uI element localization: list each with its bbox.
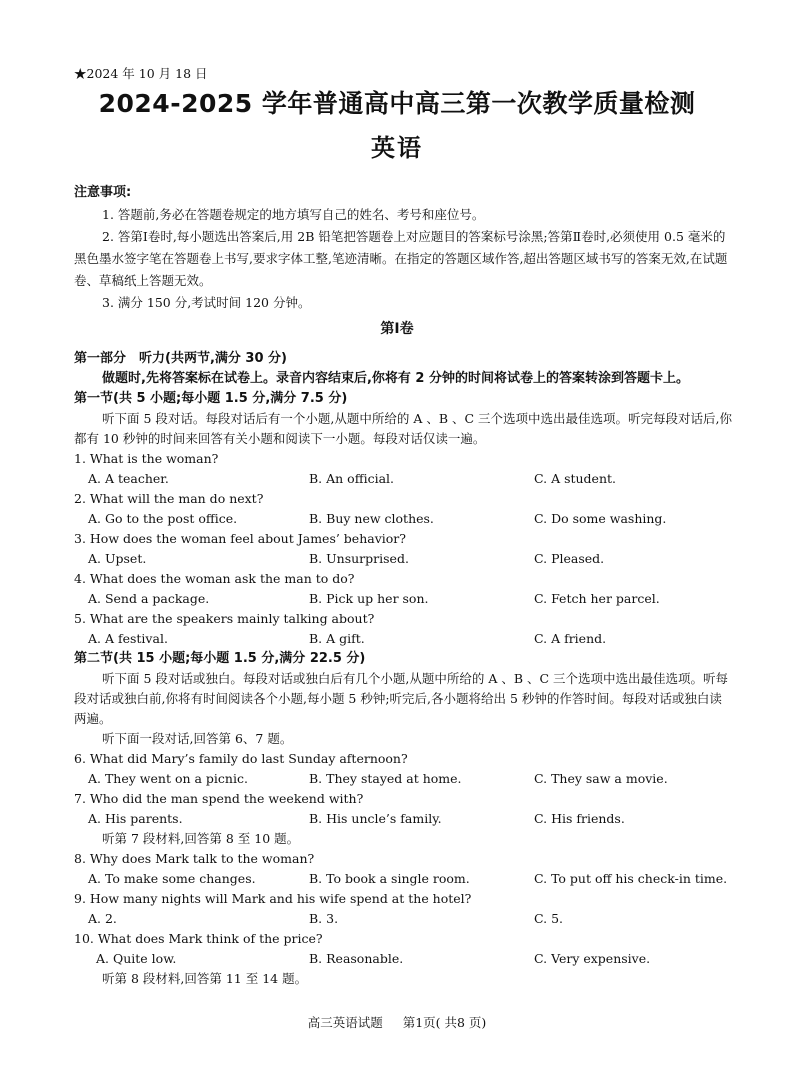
question-item [74,789,734,829]
option-b: B. An official. [309,471,395,486]
option-row [74,869,734,889]
note-item: 1. 答题前,务必在答题卷规定的地方填写自己的姓名、考号和座位号。 [102,207,485,222]
question-stem: 9. How many nights will Mark and his wife spend at the hotel? [74,891,472,906]
option-row [74,469,734,489]
option-c: C. They saw a movie. [534,771,668,786]
option-a: A. Send a package. [88,591,210,606]
question-stem: 3. How does the woman feel about James’ behavior? [74,531,406,546]
question-item [74,609,734,649]
question-item [74,849,734,889]
exam-date: ★2024 年 10 月 18 日 [74,66,208,81]
listening-content [74,349,734,989]
page-title: 2024-2025 学年普通高中高三第一次教学质量检测 [98,89,696,118]
question-stem: 4. What does the woman ask the man to do? [74,571,355,586]
question-stem: 10. What does Mark think of the price? [74,931,323,946]
question-item [74,889,734,929]
question-item [74,449,734,489]
question-item [74,569,734,609]
material-note: 听第 8 段材料,回答第 11 至 14 题。 [102,971,308,986]
volume-heading: 第Ⅰ卷 [380,321,414,337]
material-note: 听下面一段对话,回答第 6、7 题。 [102,731,293,746]
question-stem: 5. What are the speakers mainly talking about? [74,611,375,626]
question-stem: 1. What is the woman? [74,451,219,466]
part1-instruction: 做题时,先将答案标在试卷上。录音内容结束后,你将有 2 分钟的时间将试卷上的答案转涂到答题卡上。 [102,371,689,386]
option-a: A. To make some changes. [88,871,256,886]
question-stem: 7. Who did the man spend the weekend with? [74,791,364,806]
option-b: B. 3. [309,911,339,926]
notes-block [74,182,734,314]
option-row [74,549,734,569]
note-item: 2. 答第Ⅰ卷时,每小题选出答案后,用 2B 铅笔把答题卷上对应题目的答案标号涂黑;答第Ⅱ卷时,必须使用 0.5 毫米的黑色墨水签字笔在答题卷上书写,要求字体工整,笔迹清晰。在指定的答题区域作答,超出答题区域书写的答案无效,在试题卷、草稿纸上答题无效。 [74,229,728,288]
footer-page-number: 第1页( 共8 页) [402,1015,487,1030]
option-a: A. A teacher. [88,471,169,486]
option-a: A. 2. [88,911,117,926]
section1-heading: 第一节(共 5 小题;每小题 1.5 分,满分 7.5 分) [74,391,348,406]
option-row [74,509,734,529]
notes-heading: 注意事项: [74,185,132,200]
option-b: B. Unsurprised. [309,551,409,566]
option-a: A. A festival. [88,631,168,646]
option-b: B. To book a single room. [309,871,470,886]
section1-instruction: 听下面 5 段对话。每段对话后有一个小题,从题中所给的 A 、B 、C 三个选项中选出最佳选项。听完每段对话后,你都有 10 秒钟的时间来回答有关小题和阅读下一小题。每段对话仅读一遍。 [74,411,733,446]
option-b: B. Buy new clothes. [309,511,434,526]
option-b: B. A gift. [309,631,365,646]
option-c: C. Very expensive. [534,951,651,966]
option-c: C. Pleased. [534,551,605,566]
option-row [74,629,734,649]
option-row [74,949,734,969]
note-item: 3. 满分 150 分,考试时间 120 分钟。 [102,295,311,310]
section2-heading: 第二节(共 15 小题;每小题 1.5 分,满分 22.5 分) [74,651,366,666]
option-b: B. Pick up her son. [309,591,429,606]
option-a: A. They went on a picnic. [88,771,248,786]
material-note: 听第 7 段材料,回答第 8 至 10 题。 [102,831,300,846]
option-c: C. A friend. [534,631,607,646]
option-a: A. Go to the post office. [88,511,238,526]
option-row [74,769,734,789]
part1-heading: 第一部分 听力(共两节,满分 30 分) [74,351,287,366]
question-stem: 6. What did Mary’s family do last Sunday afternoon? [74,751,408,766]
page-footer [0,1013,794,1031]
footer-exam-name: 高三英语试题 [307,1015,383,1030]
question-stem: 8. Why does Mark talk to the woman? [74,851,315,866]
option-c: C. To put off his check-in time. [534,871,728,886]
option-a: A. Upset. [88,551,147,566]
option-c: C. His friends. [534,811,625,826]
option-a: A. His parents. [88,811,183,826]
option-c: C. Do some washing. [534,511,667,526]
question-stem: 2. What will the man do next? [74,491,264,506]
option-c: C. A student. [534,471,617,486]
question-item [74,529,734,569]
option-b: B. Reasonable. [309,951,404,966]
section2-instruction: 听下面 5 段对话或独白。每段对话或独白后有几个小题,从题中所给的 A 、B 、C 三个选项中选出最佳选项。听每段对话或独白前,你将有时间阅读各个小题,每小题 5 秒钟;听完后,各小题将给出 5 秒钟的作答时间。每段对话或独白读两遍。 [74,671,729,726]
question-item [74,489,734,529]
subject-title: 英语 [371,134,423,162]
option-row [74,909,734,929]
question-item [74,749,734,789]
question-item [74,929,734,969]
option-a: A. Quite low. [96,951,177,966]
option-b: B. His uncle’s family. [309,811,442,826]
option-b: B. They stayed at home. [309,771,462,786]
option-c: C. Fetch her parcel. [534,591,660,606]
option-row [74,809,734,829]
option-row [74,589,734,609]
option-c: C. 5. [534,911,563,926]
